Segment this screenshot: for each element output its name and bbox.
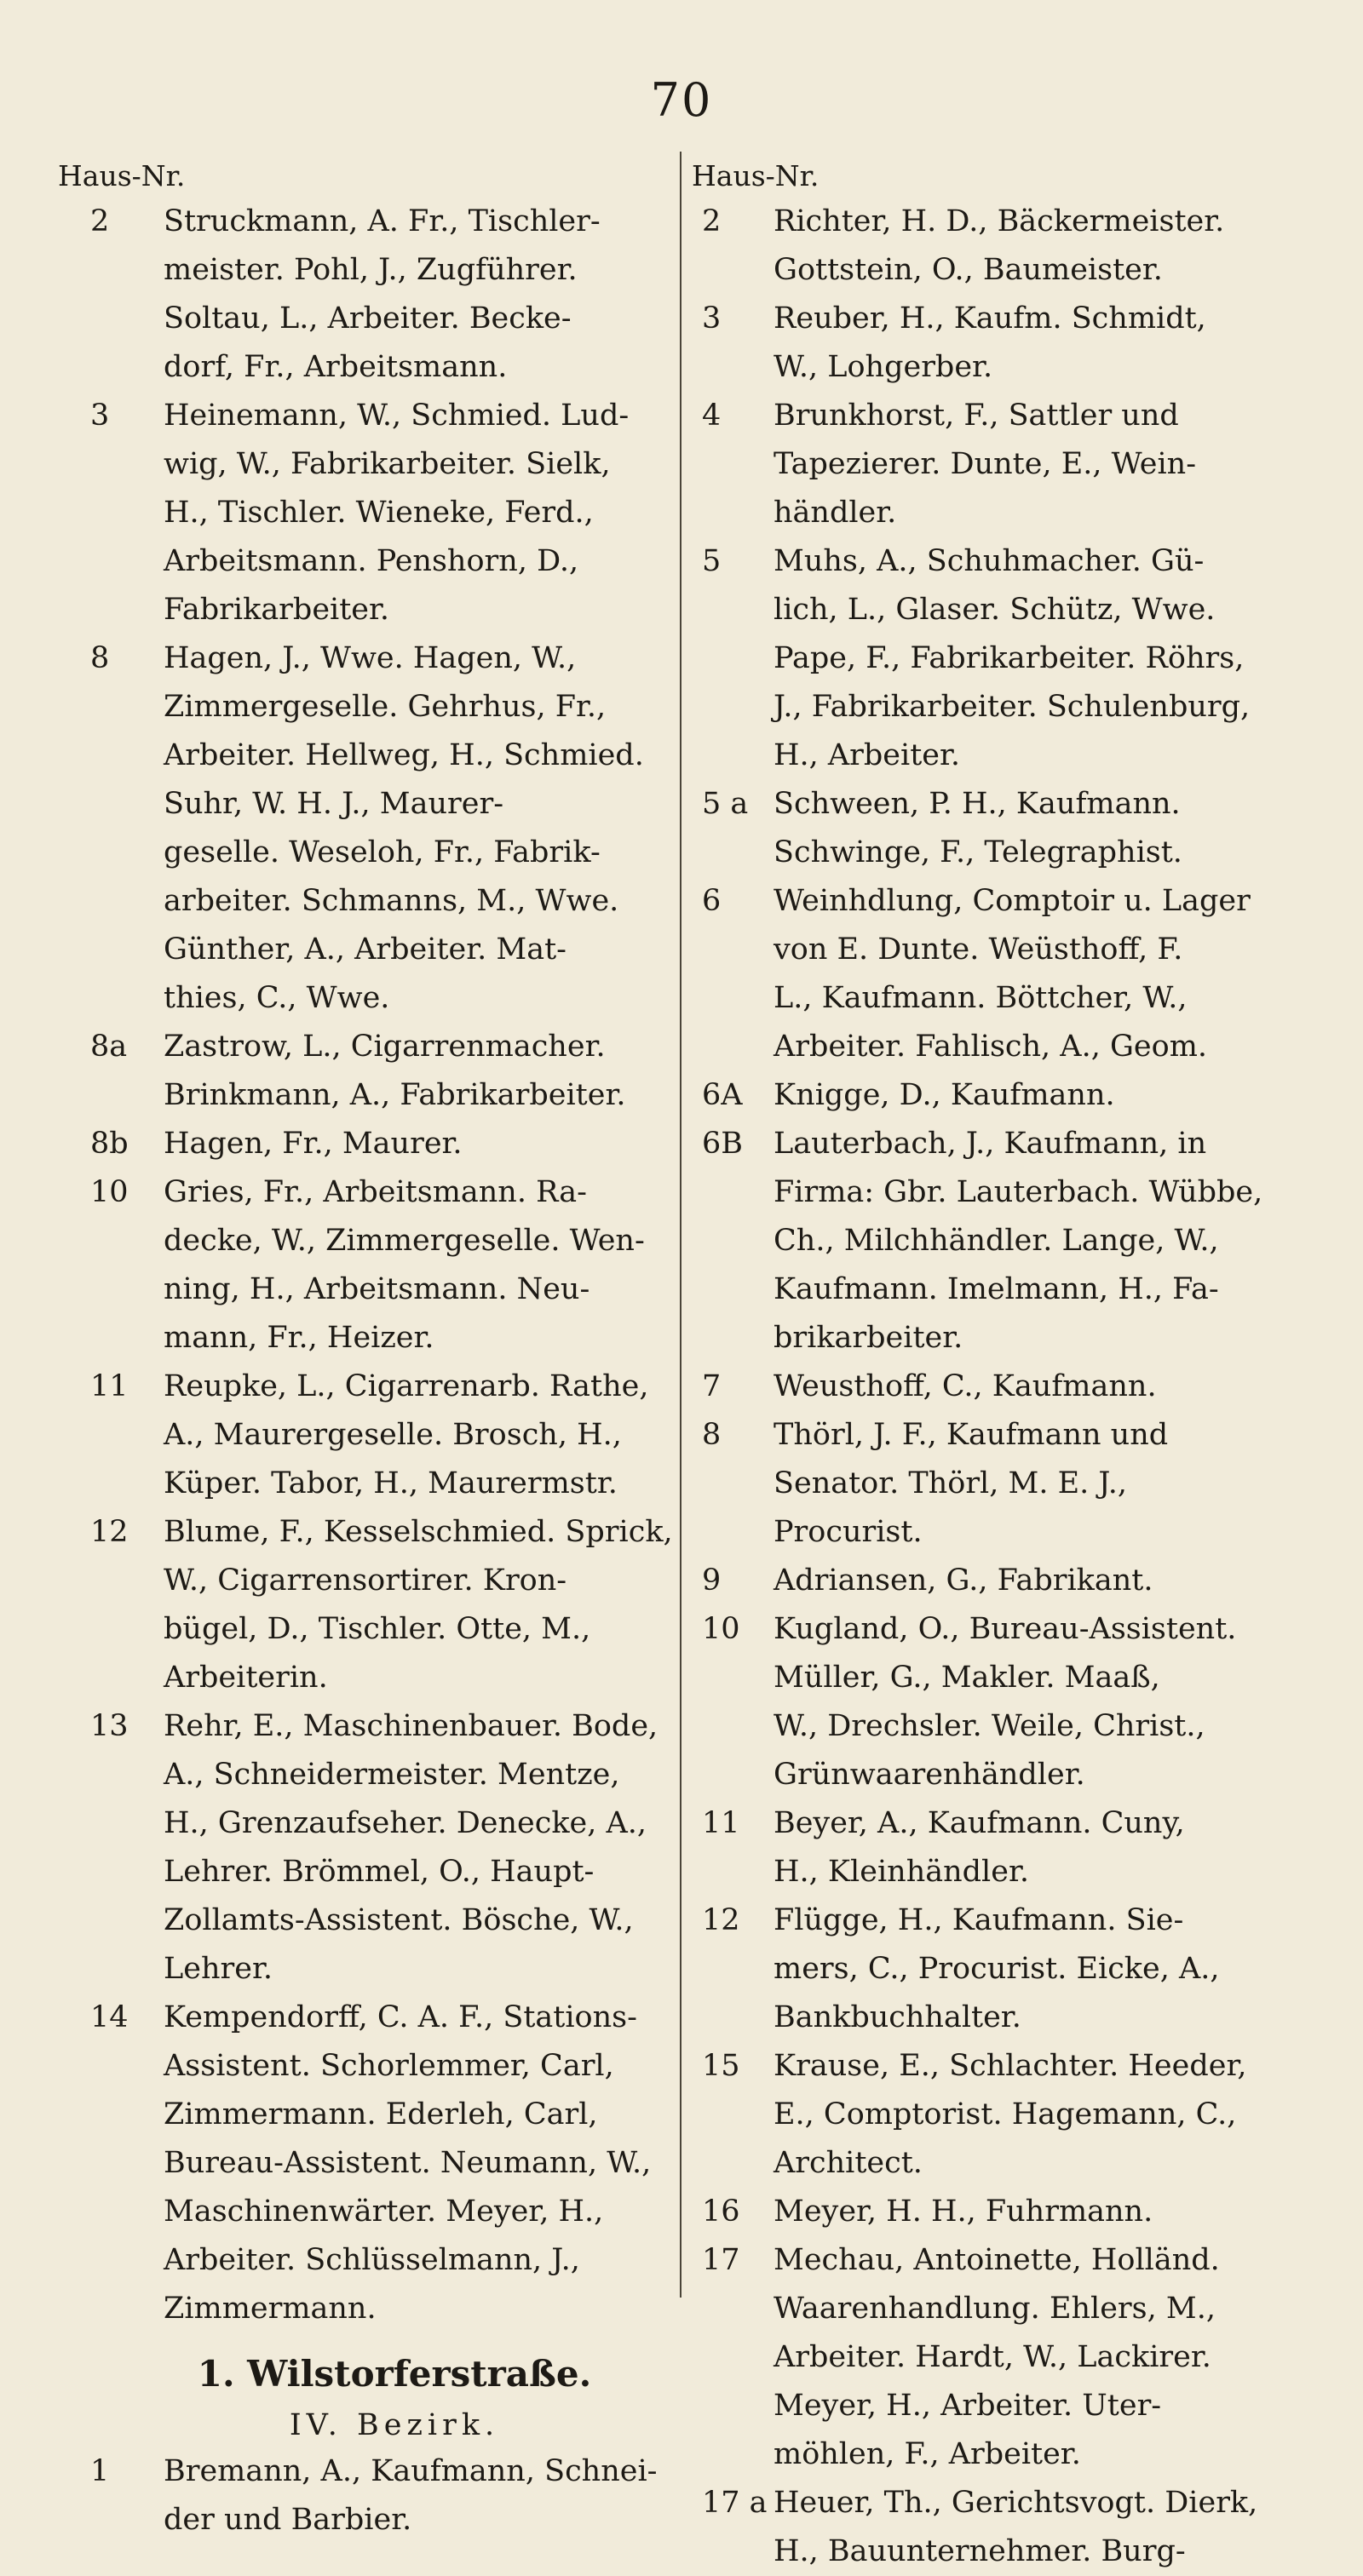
- house-entry: [58, 1363, 680, 1508]
- resident-list: [774, 1605, 1312, 1799]
- resident-list: [164, 1120, 680, 1168]
- house-number: 3: [90, 399, 110, 433]
- house-entry: [58, 1168, 680, 1363]
- house-number: 8a: [90, 1030, 128, 1064]
- resident-list: [164, 392, 680, 634]
- house-entry: [58, 1023, 680, 1120]
- district-label: IV. Bezirk.: [289, 2408, 500, 2442]
- resident-line: Hagen, Fr., Maurer.: [164, 1127, 463, 1161]
- resident-line: Soltau, L., Arbeiter. Becke-: [164, 301, 572, 336]
- house-entry: [58, 1120, 680, 1168]
- resident-line: Schwinge, F., Telegraphist.: [774, 835, 1182, 869]
- resident-list: [164, 1363, 680, 1508]
- resident-line: Arbeiter. Fahlisch, A., Geom.: [774, 1030, 1208, 1064]
- resident-list: [774, 2479, 1312, 2576]
- resident-line: Gottstein, O., Baumeister.: [774, 253, 1163, 287]
- resident-line: Muhs, A., Schuhmacher. Gü-: [774, 544, 1205, 578]
- resident-list: [164, 1508, 680, 1702]
- house-number: 2: [90, 204, 110, 238]
- resident-list: [164, 1023, 680, 1120]
- resident-line: Pape, F., Fabrikarbeiter. Röhrs,: [774, 641, 1245, 675]
- resident-line: thies, C., Wwe.: [164, 981, 390, 1015]
- resident-line: Lehrer.: [164, 1952, 273, 1986]
- resident-line: A., Maurergeselle. Brosch, H.,: [164, 1418, 622, 1452]
- resident-list: [774, 1363, 1312, 1411]
- resident-line: brikarbeiter.: [774, 1321, 963, 1355]
- resident-list: [774, 1557, 1312, 1605]
- resident-line: Tapezierer. Dunte, E., Wein-: [774, 447, 1197, 481]
- house-number: 5 a: [702, 787, 749, 821]
- page-number: 70: [650, 73, 713, 127]
- resident-line: Waarenhandlung. Ehlers, M.,: [774, 2292, 1216, 2326]
- resident-line: ning, H., Arbeitsmann. Neu-: [164, 1272, 590, 1306]
- resident-line: Brinkmann, A., Fabrikarbeiter.: [164, 1078, 626, 1112]
- house-number: 8b: [90, 1127, 129, 1161]
- resident-line: mers, C., Procurist. Eicke, A.,: [774, 1952, 1220, 1986]
- resident-line: Günther, A., Arbeiter. Mat-: [164, 932, 566, 967]
- resident-line: Reuber, H., Kaufm. Schmidt,: [774, 301, 1206, 336]
- resident-line: W., Cigarrensortirer. Kron-: [164, 1563, 567, 1598]
- house-number: 17: [702, 2243, 740, 2277]
- resident-line: Müller, G., Makler. Maaß,: [774, 1661, 1160, 1695]
- house-number: 14: [90, 2000, 129, 2034]
- resident-list: [774, 2188, 1312, 2236]
- resident-line: Maschinenwärter. Meyer, H.,: [164, 2194, 604, 2229]
- resident-line: E., Comptorist. Hagemann, C.,: [774, 2097, 1237, 2131]
- resident-line: Kempendorff, C. A. F., Stations-: [164, 2000, 637, 2034]
- entry-list: [692, 198, 1312, 2576]
- house-entry: [692, 1799, 1312, 1896]
- resident-line: Richter, H. D., Bäckermeister.: [774, 204, 1225, 238]
- resident-list: [774, 1071, 1312, 1120]
- resident-line: W., Lohgerber.: [774, 350, 993, 384]
- resident-list: [774, 780, 1312, 877]
- house-entry: [58, 2447, 680, 2544]
- resident-line: möhlen, F., Arbeiter.: [774, 2437, 1081, 2471]
- resident-line: H., Arbeiter.: [774, 738, 961, 772]
- resident-list: [774, 295, 1312, 392]
- entry-list: [58, 2447, 680, 2544]
- resident-list: [774, 198, 1312, 295]
- house-number: 6: [702, 884, 722, 918]
- house-entry: [692, 1605, 1312, 1799]
- house-number: 13: [90, 1709, 129, 1743]
- resident-line: Arbeiterin.: [164, 1661, 328, 1695]
- resident-line: Zimmermann.: [164, 2292, 377, 2326]
- resident-list: [774, 2236, 1312, 2479]
- house-number: 4: [702, 399, 722, 433]
- resident-line: Zimmermann. Ederleh, Carl,: [164, 2097, 598, 2131]
- resident-list: [164, 2447, 680, 2544]
- resident-line: von E. Dunte. Weüsthoff, F.: [774, 932, 1183, 967]
- resident-line: Mechau, Antoinette, Holländ.: [774, 2243, 1220, 2277]
- house-number: 7: [702, 1369, 722, 1403]
- house-entry: [58, 1508, 680, 1702]
- resident-line: Lauterbach, J., Kaufmann, in: [774, 1127, 1207, 1161]
- resident-list: [164, 198, 680, 392]
- house-entry: [692, 392, 1312, 537]
- resident-line: H., Kleinhändler.: [774, 1855, 1029, 1889]
- house-entry: [692, 295, 1312, 392]
- resident-line: Knigge, D., Kaufmann.: [774, 1078, 1115, 1112]
- house-number: 11: [90, 1369, 129, 1403]
- house-number: 17 a: [702, 2486, 768, 2520]
- street-heading: 1. Wilstorferstraße.: [197, 2353, 592, 2395]
- resident-list: [774, 877, 1312, 1071]
- house-entry: [692, 198, 1312, 295]
- resident-line: W., Drechsler. Weile, Christ.,: [774, 1709, 1205, 1743]
- resident-line: händler.: [774, 496, 897, 530]
- house-number: 10: [702, 1612, 740, 1646]
- house-entry: [692, 780, 1312, 877]
- resident-line: meister. Pohl, J., Zugführer.: [164, 253, 578, 287]
- house-entry: [692, 1896, 1312, 2042]
- house-entry: [692, 1411, 1312, 1557]
- resident-line: Suhr, W. H. J., Maurer-: [164, 787, 504, 821]
- house-number: 6B: [702, 1127, 743, 1161]
- resident-line: Zollamts-Assistent. Bösche, W.,: [164, 1903, 634, 1937]
- house-number: 8: [702, 1418, 722, 1452]
- resident-line: Weusthoff, C., Kaufmann.: [774, 1369, 1157, 1403]
- resident-line: Brunkhorst, F., Sattler und: [774, 399, 1179, 433]
- resident-line: Assistent. Schorlemmer, Carl,: [164, 2049, 614, 2083]
- house-number: 1: [90, 2454, 110, 2488]
- resident-line: Ch., Milchhändler. Lange, W.,: [774, 1224, 1219, 1258]
- right-column: [692, 155, 1312, 2576]
- house-number: 12: [90, 1515, 129, 1549]
- house-entry: [692, 1120, 1312, 1363]
- house-entry: [692, 1363, 1312, 1411]
- resident-list: [774, 2042, 1312, 2188]
- resident-line: lich, L., Glaser. Schütz, Wwe.: [774, 593, 1216, 627]
- house-number: 3: [702, 301, 722, 336]
- house-number: 8: [90, 641, 110, 675]
- resident-line: Lehrer. Brömmel, O., Haupt-: [164, 1855, 595, 1889]
- house-number: 16: [702, 2194, 740, 2229]
- resident-line: wig, W., Fabrikarbeiter. Sielk,: [164, 447, 611, 481]
- house-number: 11: [702, 1806, 740, 1840]
- resident-line: Bankbuchhalter.: [774, 2000, 1021, 2034]
- resident-line: Flügge, H., Kaufmann. Sie-: [774, 1903, 1184, 1937]
- resident-line: Reupke, L., Cigarrenarb. Rathe,: [164, 1369, 649, 1403]
- entry-list: [58, 198, 680, 2333]
- resident-line: Heinemann, W., Schmied. Lud-: [164, 399, 630, 433]
- house-entry: [58, 634, 680, 1023]
- resident-line: bügel, D., Tischler. Otte, M.,: [164, 1612, 591, 1646]
- resident-line: Zastrow, L., Cigarrenmacher.: [164, 1030, 606, 1064]
- resident-line: Struckmann, A. Fr., Tischler-: [164, 204, 601, 238]
- house-entry: [692, 2479, 1312, 2576]
- resident-line: Hagen, J., Wwe. Hagen, W.,: [164, 641, 577, 675]
- house-number: 5: [702, 544, 722, 578]
- resident-list: [774, 1411, 1312, 1557]
- resident-list: [774, 1799, 1312, 1896]
- resident-line: geselle. Weseloh, Fr., Fabrik-: [164, 835, 601, 869]
- resident-line: Bremann, A., Kaufmann, Schnei-: [164, 2454, 658, 2488]
- resident-line: H., Grenzaufseher. Denecke, A.,: [164, 1806, 647, 1840]
- resident-line: Weinhdlung, Comptoir u. Lager: [774, 884, 1251, 918]
- column-header: Haus-Nr.: [58, 159, 186, 192]
- resident-line: Firma: Gbr. Lauterbach. Wübbe,: [774, 1175, 1263, 1209]
- house-entry: [692, 2236, 1312, 2479]
- resident-line: decke, W., Zimmergeselle. Wen-: [164, 1224, 645, 1258]
- resident-line: Bureau-Assistent. Neumann, W.,: [164, 2146, 652, 2180]
- resident-line: Rehr, E., Maschinenbauer. Bode,: [164, 1709, 658, 1743]
- resident-list: [164, 1994, 680, 2333]
- resident-list: [774, 1896, 1312, 2042]
- resident-line: Senator. Thörl, M. E. J.,: [774, 1466, 1127, 1500]
- house-number: 6A: [702, 1078, 743, 1112]
- resident-line: Zimmergeselle. Gehrhus, Fr.,: [164, 690, 607, 724]
- house-number: 15: [702, 2049, 740, 2083]
- resident-line: Arbeiter. Hellweg, H., Schmied.: [164, 738, 644, 772]
- house-entry: [58, 198, 680, 392]
- resident-line: H., Tischler. Wieneke, Ferd.,: [164, 496, 594, 530]
- resident-line: der und Barbier.: [164, 2503, 412, 2537]
- column-divider: [680, 152, 682, 2298]
- column-header: Haus-Nr.: [692, 159, 820, 192]
- resident-line: Blume, F., Kesselschmied. Sprick,: [164, 1515, 673, 1549]
- house-entry: [692, 1557, 1312, 1605]
- house-entry: [692, 2188, 1312, 2236]
- resident-list: [164, 1168, 680, 1363]
- resident-list: [774, 537, 1312, 780]
- resident-list: [164, 634, 680, 1023]
- resident-line: Arbeitsmann. Penshorn, D.,: [164, 544, 579, 578]
- resident-line: Schween, P. H., Kaufmann.: [774, 787, 1181, 821]
- resident-line: Gries, Fr., Arbeitsmann. Ra-: [164, 1175, 587, 1209]
- resident-line: Kugland, O., Bureau-Assistent.: [774, 1612, 1237, 1646]
- resident-line: Beyer, A., Kaufmann. Cuny,: [774, 1806, 1185, 1840]
- house-entry: [692, 2042, 1312, 2188]
- left-column: [58, 155, 680, 2544]
- resident-line: A., Schneidermeister. Mentze,: [164, 1758, 620, 1792]
- house-number: 2: [702, 204, 722, 238]
- resident-line: Architect.: [774, 2146, 923, 2180]
- resident-line: Adriansen, G., Fabrikant.: [774, 1563, 1153, 1598]
- resident-line: Küper. Tabor, H., Maurermstr.: [164, 1466, 618, 1500]
- resident-line: mann, Fr., Heizer.: [164, 1321, 434, 1355]
- house-entry: [58, 1994, 680, 2333]
- house-entry: [692, 537, 1312, 780]
- house-entry: [58, 1702, 680, 1994]
- resident-line: Thörl, J. F., Kaufmann und: [774, 1418, 1169, 1452]
- house-entry: [692, 877, 1312, 1071]
- resident-line: Meyer, H., Arbeiter. Uter-: [774, 2389, 1162, 2423]
- resident-line: Heuer, Th., Gerichtsvogt. Dierk,: [774, 2486, 1258, 2520]
- resident-line: J., Fabrikarbeiter. Schulenburg,: [774, 690, 1251, 724]
- resident-list: [774, 392, 1312, 537]
- resident-line: Krause, E., Schlachter. Heeder,: [774, 2049, 1247, 2083]
- resident-list: [164, 1702, 680, 1994]
- house-number: 12: [702, 1903, 740, 1937]
- house-number: 9: [702, 1563, 722, 1598]
- resident-line: Meyer, H. H., Fuhrmann.: [774, 2194, 1153, 2229]
- resident-list: [774, 1120, 1312, 1363]
- resident-line: Arbeiter. Schlüsselmann, J.,: [164, 2243, 580, 2277]
- resident-line: H., Bauunternehmer. Burg-: [774, 2534, 1186, 2568]
- house-entry: [58, 392, 680, 634]
- resident-line: Arbeiter. Hardt, W., Lackirer.: [774, 2340, 1211, 2374]
- house-entry: [692, 1071, 1312, 1120]
- house-number: 10: [90, 1175, 129, 1209]
- resident-line: dorf, Fr., Arbeitsmann.: [164, 350, 508, 384]
- resident-line: Kaufmann. Imelmann, H., Fa-: [774, 1272, 1219, 1306]
- resident-line: Fabrikarbeiter.: [164, 593, 390, 627]
- resident-line: L., Kaufmann. Böttcher, W.,: [774, 981, 1188, 1015]
- resident-line: Procurist.: [774, 1515, 923, 1549]
- resident-line: Grünwaarenhändler.: [774, 1758, 1085, 1792]
- resident-line: arbeiter. Schmanns, M., Wwe.: [164, 884, 619, 918]
